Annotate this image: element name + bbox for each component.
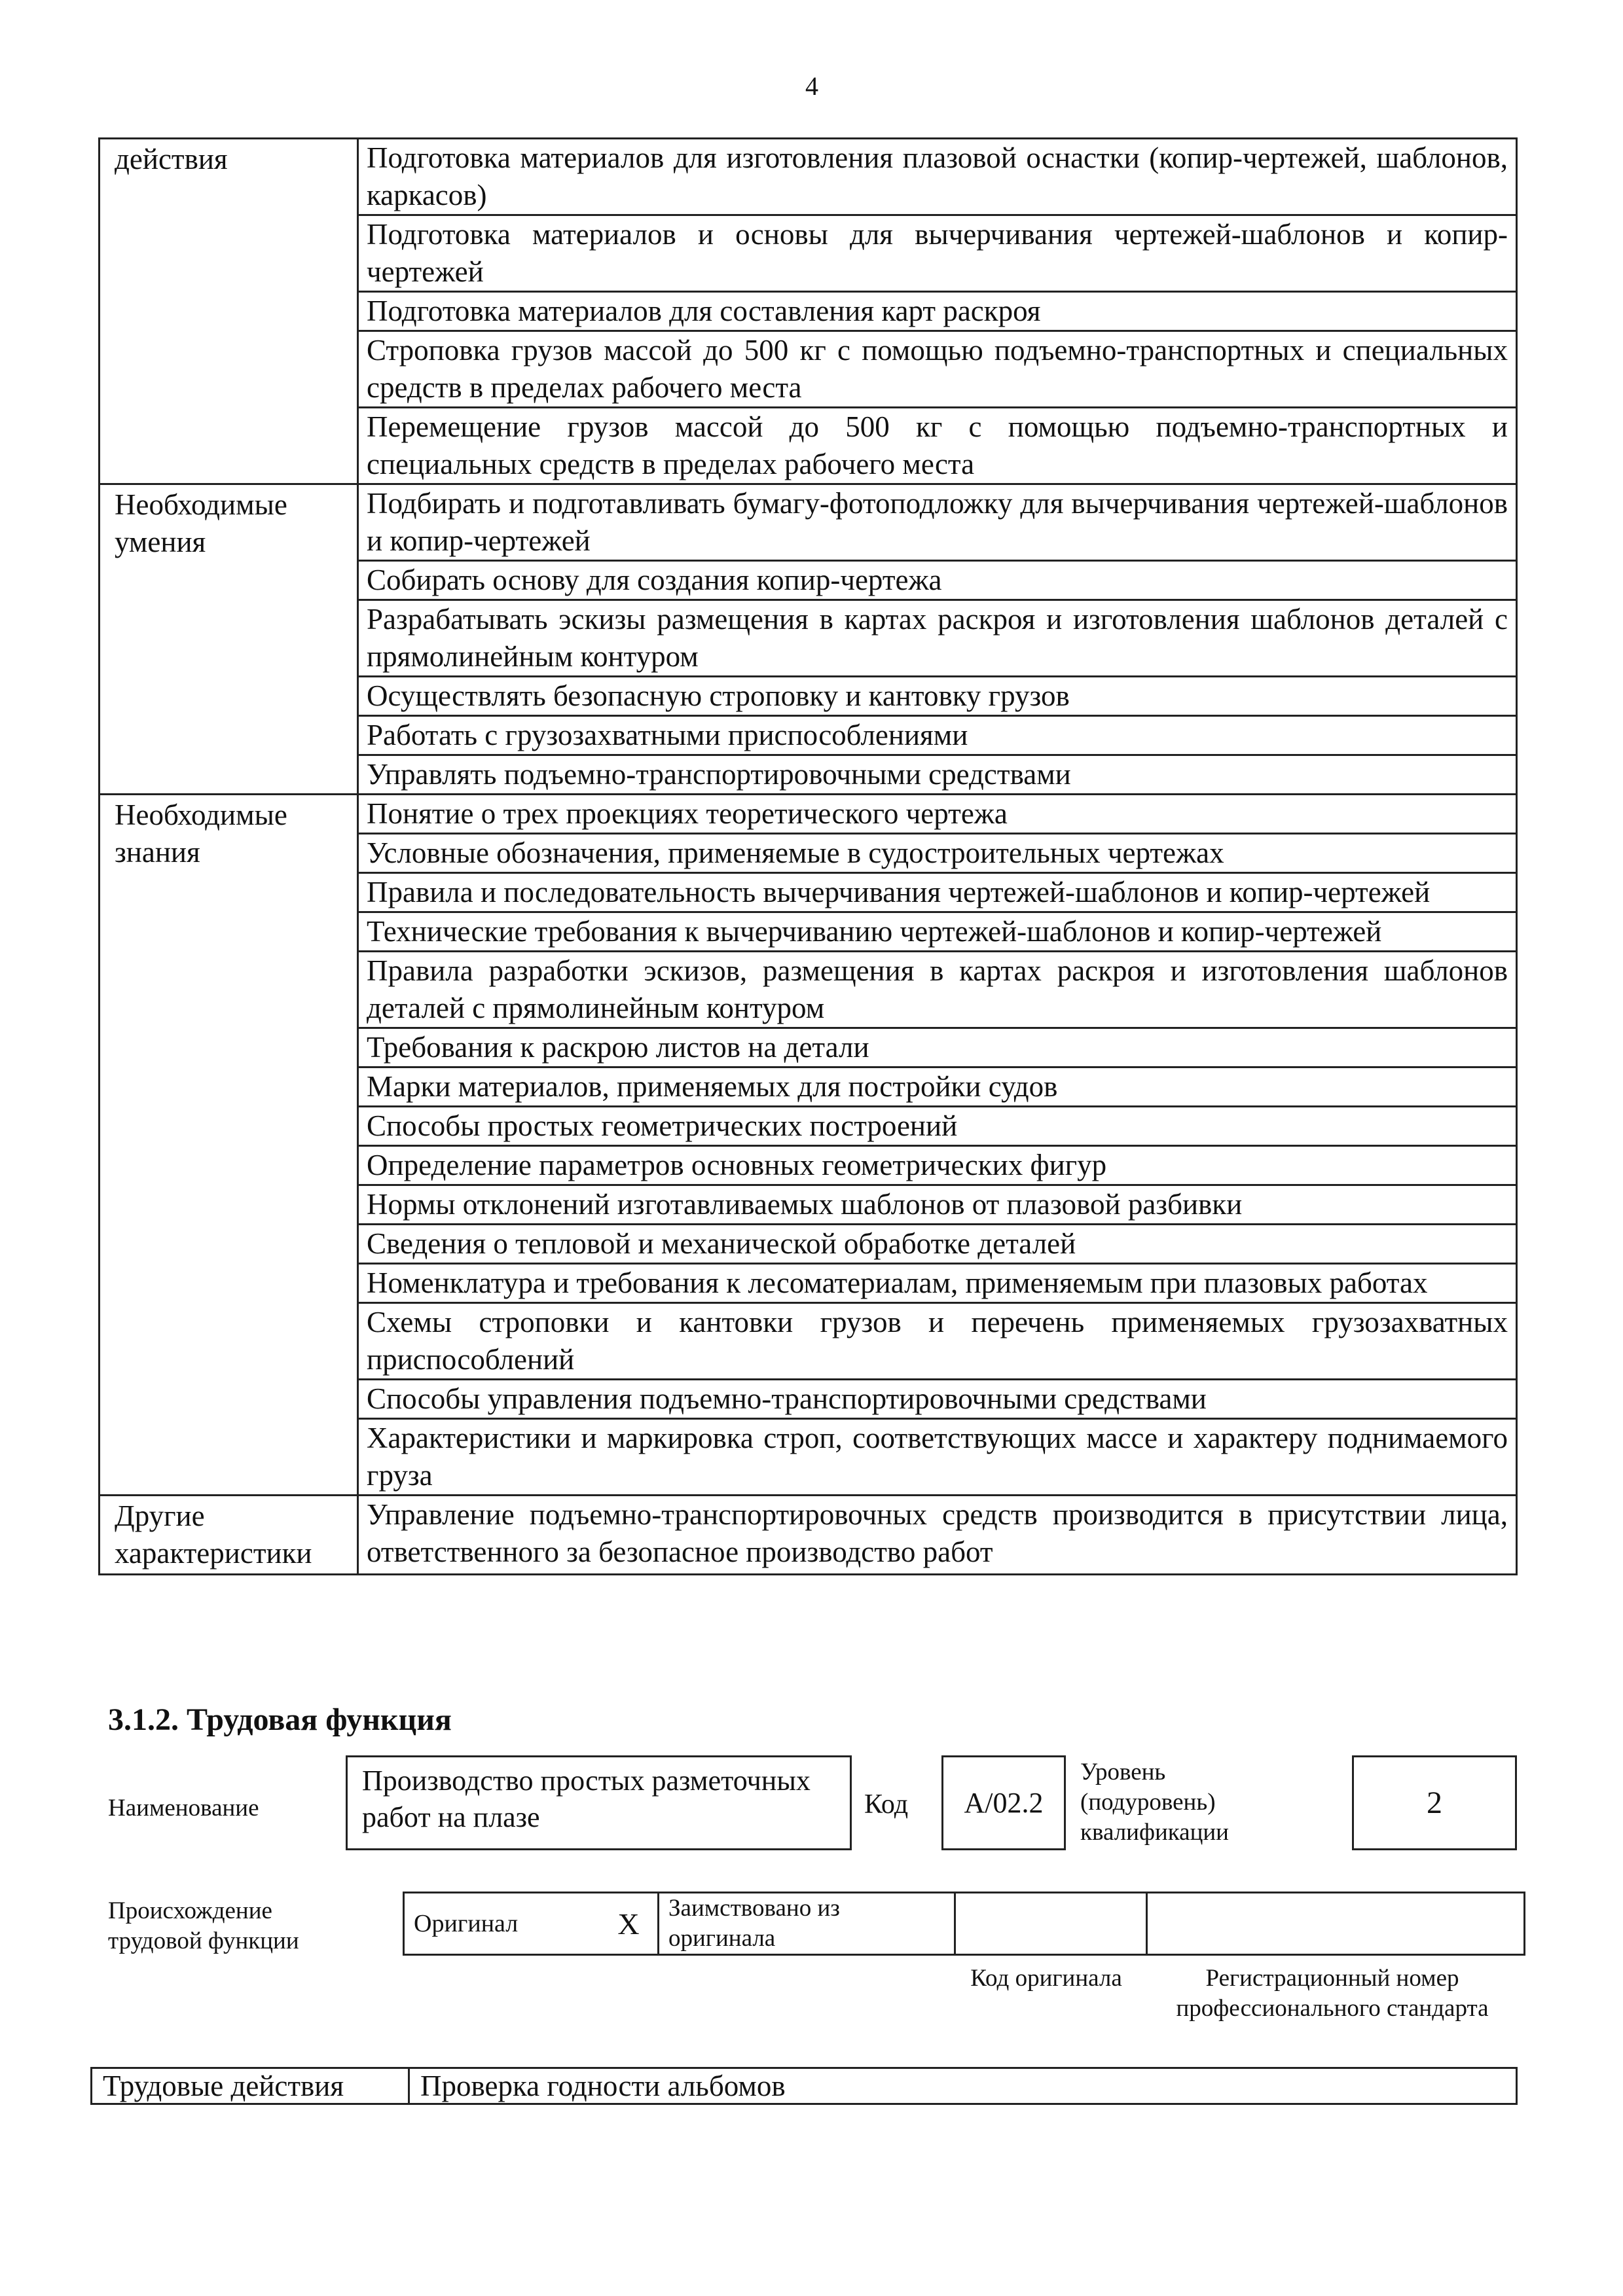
function-name-box: Производство простых разметочных работ на плазе bbox=[346, 1755, 852, 1850]
row-label-knowledge: Необходимые знания bbox=[100, 795, 358, 1496]
actions-value-cell: Проверка годности альбомов bbox=[409, 2068, 1517, 2104]
row-label-other: Другие характеристики bbox=[100, 1496, 358, 1575]
table-cell: Перемещение грузов массой до 500 кг с помощью подъемно-транспортных и специальных средств в пределах рабочего места bbox=[358, 408, 1517, 484]
table-cell: Схемы строповки и кантовки грузов и перечень применяемых грузозахватных приспособлений bbox=[358, 1303, 1517, 1380]
page-number: 4 bbox=[805, 71, 818, 101]
actions-label-cell: Трудовые действия bbox=[92, 2068, 409, 2104]
origin-mark-cell: X bbox=[600, 1893, 659, 1955]
table-cell: Осуществлять безопасную строповку и кантовку грузов bbox=[358, 677, 1517, 716]
table-cell: Управление подъемно-транспортировочных средств производится в присутствии лица, ответственного за безопасное производство работ bbox=[358, 1496, 1517, 1575]
labor-actions-table bbox=[90, 2067, 1518, 2105]
origin-borrowed-cell: Заимствовано из оригинала bbox=[659, 1893, 955, 1955]
table-cell: Понятие о трех проекциях теоретического чертежа bbox=[358, 795, 1517, 834]
table-cell: Определение параметров основных геометрических фигур bbox=[358, 1146, 1517, 1185]
table-cell: Марки материалов, применяемых для постройки судов bbox=[358, 1067, 1517, 1107]
table-cell: Подготовка материалов для изготовления плазовой оснастки (копир-чертежей, шаблонов, каркасов) bbox=[358, 139, 1517, 215]
table-cell: Подготовка материалов и основы для вычерчивания чертежей-шаблонов и копир-чертежей bbox=[358, 215, 1517, 292]
name-label: Наименование bbox=[108, 1795, 259, 1821]
table-row bbox=[100, 1496, 1517, 1575]
origin-label: Происхождение трудовой функции bbox=[108, 1897, 299, 1954]
caption-code-original: Код оригинала bbox=[970, 1965, 1122, 1992]
table-cell: Характеристики и маркировка строп, соответствующих массе и характеру поднимаемого груза bbox=[358, 1419, 1517, 1496]
table-cell: Нормы отклонений изготавливаемых шаблонов от плазовой разбивки bbox=[358, 1185, 1517, 1225]
row-label-skills: Необходимые умения bbox=[100, 484, 358, 795]
competency-table bbox=[98, 137, 1518, 1575]
qualification-level-box: 2 bbox=[1352, 1755, 1517, 1850]
origin-original-cell: Оригинал bbox=[404, 1893, 600, 1955]
table-cell: Работать с грузозахватными приспособлениями bbox=[358, 716, 1517, 755]
table-cell: Правила разработки эскизов, размещения в картах раскроя и изготовления шаблонов деталей с прямолинейным контуром bbox=[358, 952, 1517, 1028]
caption-reg-number: Регистрационный номер профессионального стандарта bbox=[1176, 1965, 1489, 2022]
table-cell: Строповка грузов массой до 500 кг с помощью подъемно-транспортных и специальных средств в пределах рабочего места bbox=[358, 331, 1517, 408]
table-cell: Управлять подъемно-транспортировочными средствами bbox=[358, 755, 1517, 795]
row-label-actions: действия bbox=[100, 139, 358, 484]
table-cell: Способы простых геометрических построений bbox=[358, 1107, 1517, 1146]
table-cell: Правила и последовательность вычерчивания чертежей-шаблонов и копир-чертежей bbox=[358, 873, 1517, 912]
table-cell: Собирать основу для создания копир-чертежа bbox=[358, 561, 1517, 600]
table-row bbox=[404, 1893, 1525, 1955]
table-cell: Номенклатура и требования к лесоматериалам, применяемым при плазовых работах bbox=[358, 1264, 1517, 1303]
table-cell: Сведения о тепловой и механической обработке деталей bbox=[358, 1225, 1517, 1264]
table-cell: Разрабатывать эскизы размещения в картах раскроя и изготовления шаблонов деталей с прямолинейным контуром bbox=[358, 600, 1517, 677]
section-title: 3.1.2. Трудовая функция bbox=[108, 1702, 452, 1737]
origin-code-cell bbox=[955, 1893, 1147, 1955]
level-label: Уровень (подуровень) квалификации bbox=[1080, 1759, 1229, 1846]
table-row bbox=[100, 795, 1517, 834]
table-cell: Технические требования к вычерчиванию чертежей-шаблонов и копир-чертежей bbox=[358, 912, 1517, 952]
table-row bbox=[92, 2068, 1517, 2104]
table-cell: Способы управления подъемно-транспортировочными средствами bbox=[358, 1380, 1517, 1419]
table-cell: Условные обозначения, применяемые в судостроительных чертежах bbox=[358, 834, 1517, 873]
origin-table bbox=[403, 1892, 1525, 1956]
table-row bbox=[100, 484, 1517, 561]
table-cell: Требования к раскрою листов на детали bbox=[358, 1028, 1517, 1067]
table-cell: Подготовка материалов для составления карт раскроя bbox=[358, 292, 1517, 331]
function-code-box: A/02.2 bbox=[941, 1755, 1066, 1850]
table-cell: Подбирать и подготавливать бумагу-фотоподложку для вычерчивания чертежей-шаблонов и копир-чертежей bbox=[358, 484, 1517, 561]
table-row bbox=[100, 139, 1517, 215]
code-label: Код bbox=[864, 1789, 909, 1820]
origin-reg-number-cell bbox=[1147, 1893, 1525, 1955]
